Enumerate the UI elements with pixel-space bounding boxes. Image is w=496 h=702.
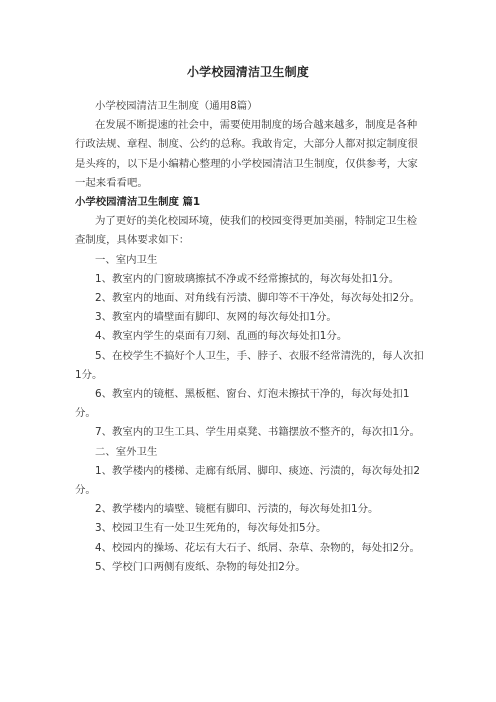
list-item: 4、校园内的操场、花坛有大石子、纸屑、杂草、杂物的，每处扣2分。 bbox=[95, 541, 420, 554]
list-item: 1、教室内的门窗玻璃擦拭不净或不经常擦拭的，每次每处扣1分。 bbox=[95, 272, 400, 285]
list-item: 5、在校学生不搞好个人卫生，手、脖子、衣服不经常清洗的，每人次扣1分。 bbox=[75, 349, 424, 381]
list-item: 5、学校门口两侧有废纸、杂物的每处扣2分。 bbox=[95, 560, 306, 573]
document-body bbox=[75, 97, 425, 577]
list-item: 3、校园卫生有一处卫生死角的，每次每处扣5分。 bbox=[95, 522, 327, 535]
list-item: 1、教学楼内的楼梯、走廊有纸屑、脚印、痰迹、污渍的，每次每处扣2分。 bbox=[75, 464, 420, 497]
part2-title: 二、室外卫生 bbox=[95, 445, 158, 458]
section-heading: 小学校园清洁卫生制度 篇1 bbox=[75, 196, 201, 209]
section-intro: 为了更好的美化校园环境，使我们的校园变得更加美丽，特制定卫生检查制度，具体要求如下： bbox=[75, 215, 418, 247]
document-subtitle: 小学校园清洁卫生制度（通用8篇） bbox=[95, 100, 258, 112]
list-item: 7、教室内的卫生工具、学生用桌凳、书籍摆放不整齐的，每次扣1分。 bbox=[95, 426, 420, 439]
list-item: 6、教室内的镜框、黑板框、窗台、灯泡未擦拭干净的，每次每处扣1分。 bbox=[75, 388, 410, 420]
list-item: 4、教室内学生的桌面有刀刻、乱画的每次每处扣1分。 bbox=[95, 330, 348, 343]
list-item: 3、教室内的墙壁面有脚印、灰网的每次每处扣1分。 bbox=[95, 311, 337, 324]
list-item: 2、教室内的地面、对角线有污渍、脚印等不干净处，每次每处扣2分。 bbox=[95, 292, 420, 305]
list-item: 2、教学楼内的墙壁、镜框有脚印、污渍的，每次每处扣1分。 bbox=[95, 503, 379, 516]
document-title: 小学校园清洁卫生制度 bbox=[186, 65, 309, 79]
intro-paragraph: 在发展不断提速的社会中，需要使用制度的场合越来越多，制度是各种行政法规、章程、制度、公约的总称。我敢肯定，大部分人都对拟定制度很是头疼的，以下是小编精心整理的小学校园清洁卫生制度，仅供参考，大家一起来看看吧。 bbox=[75, 119, 418, 189]
part1-title: 一、室内卫生 bbox=[95, 253, 158, 266]
